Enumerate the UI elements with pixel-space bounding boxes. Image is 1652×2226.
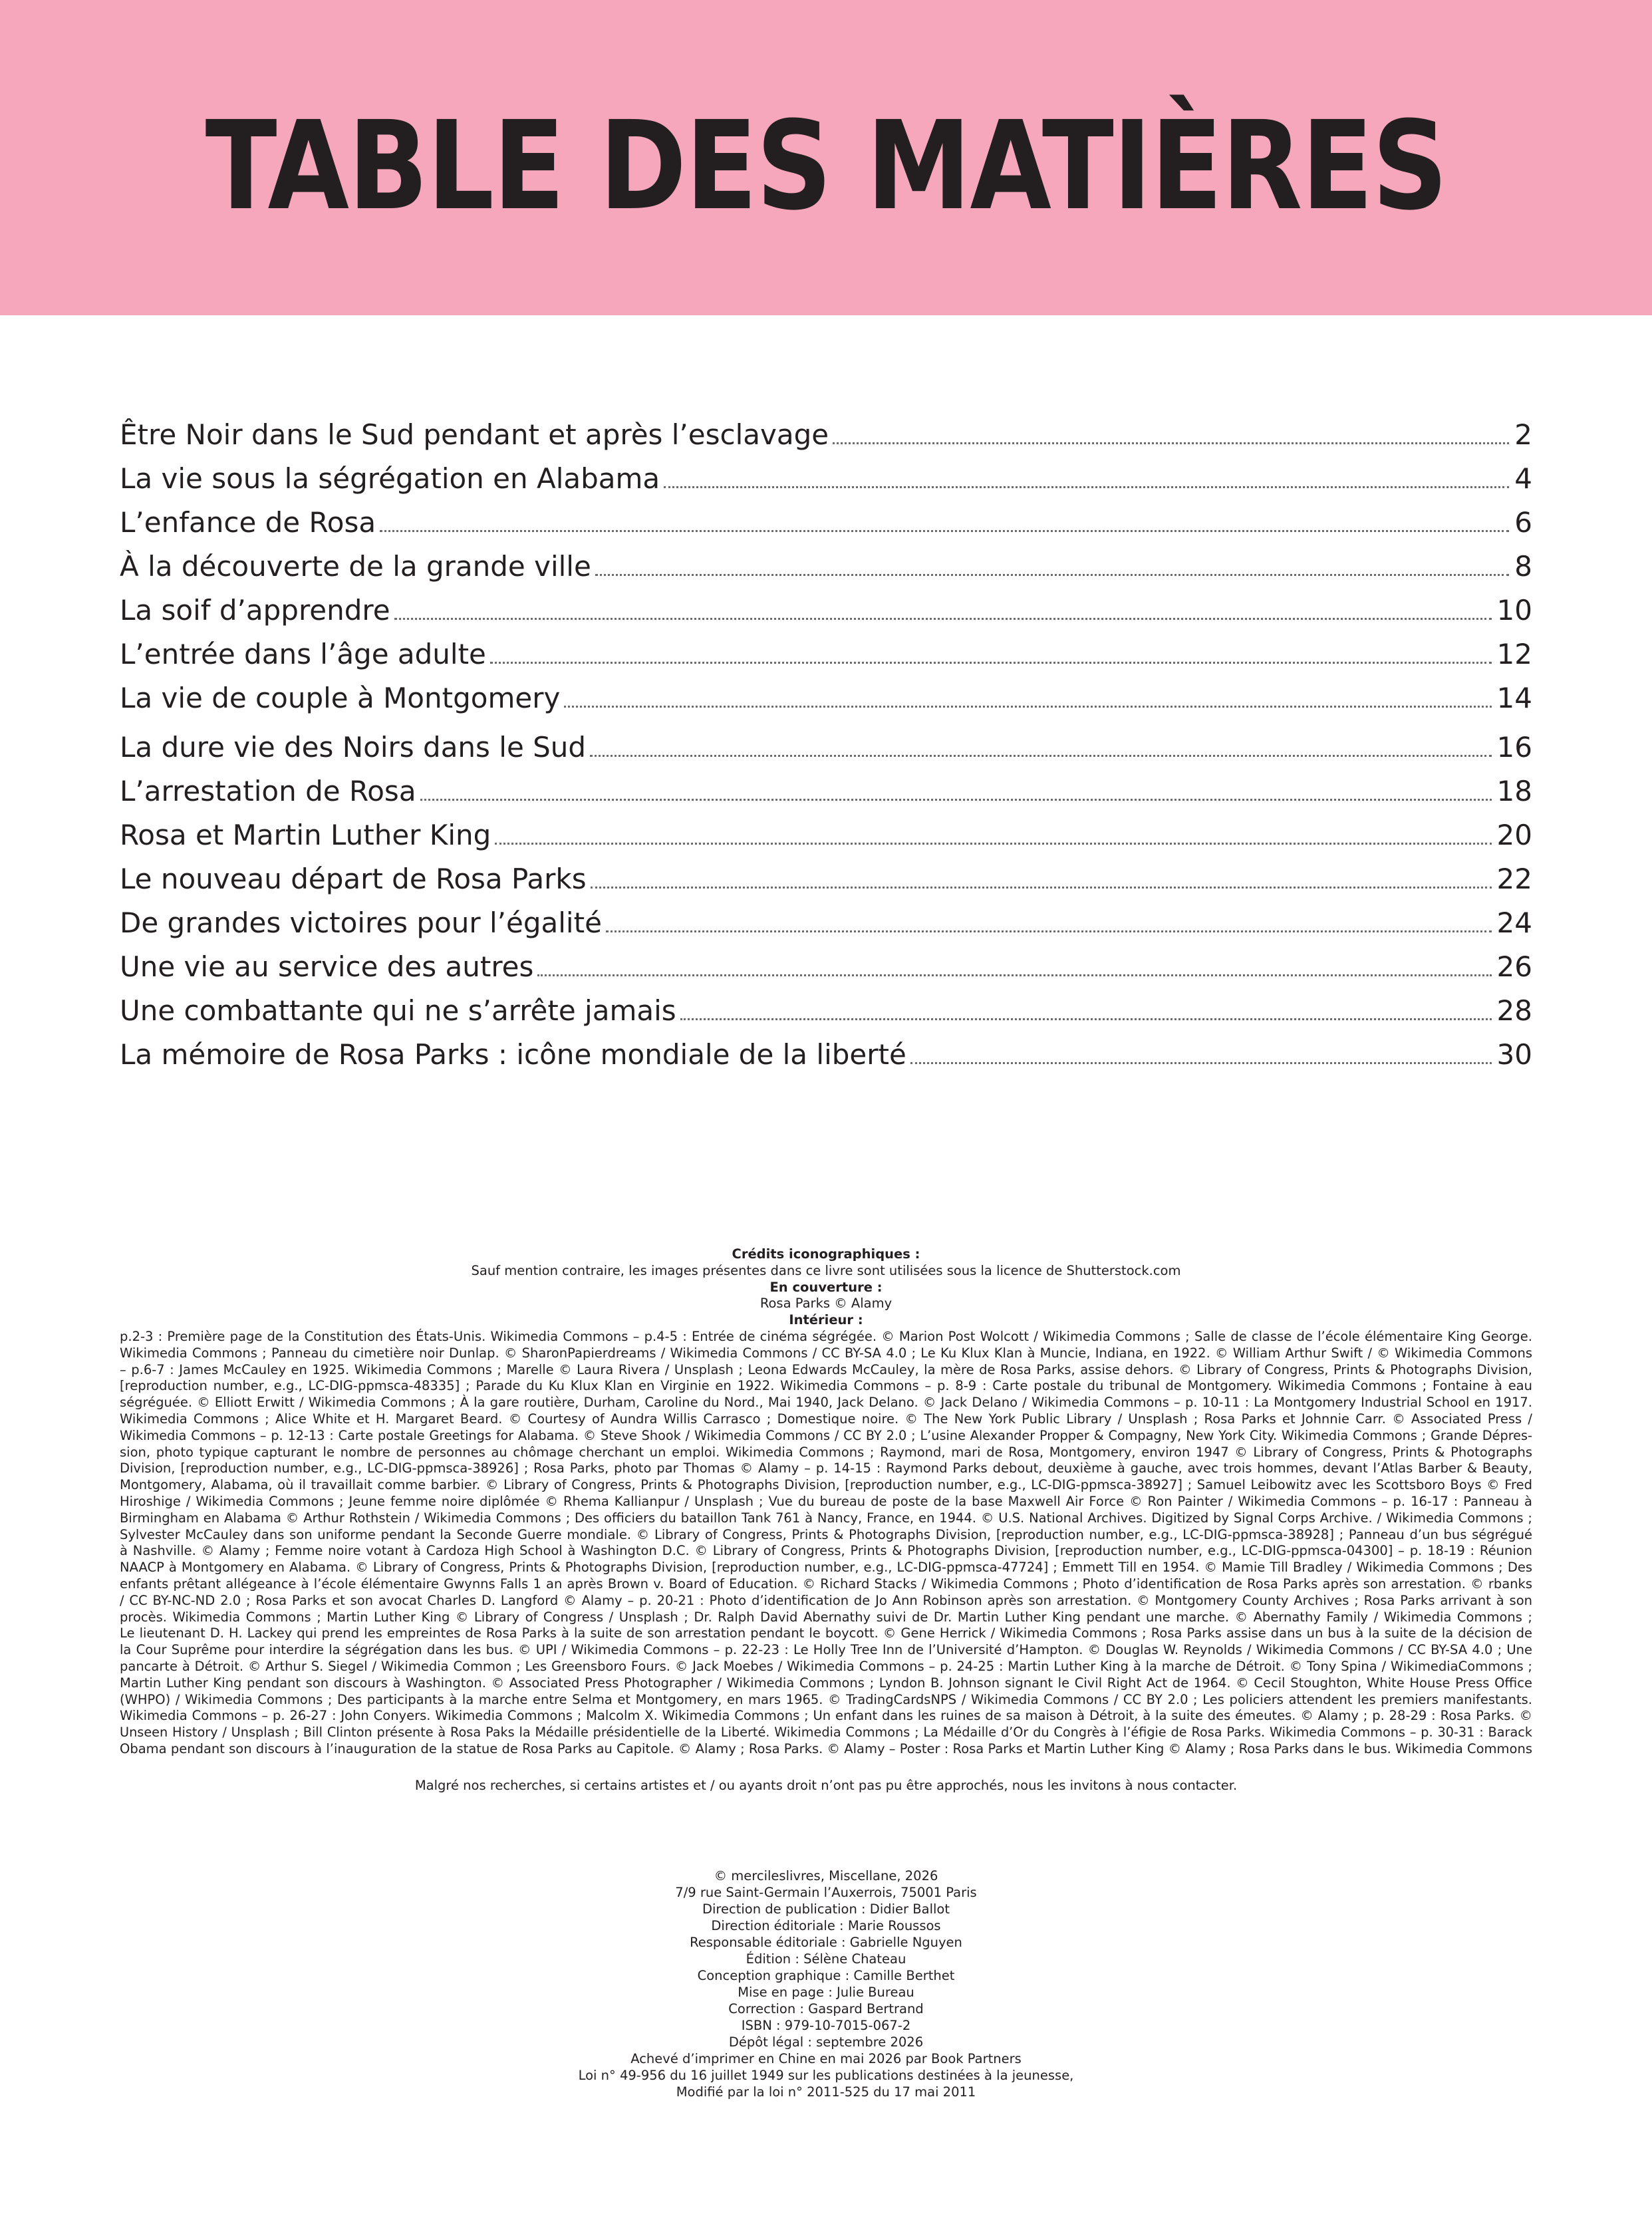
toc-entry-title: L’arrestation de Rosa [120, 775, 416, 807]
toc-entry-title: Une combattante qui ne s’arrête jamais [120, 994, 676, 1027]
toc-entry-title: La soif d’apprendre [120, 594, 390, 626]
credit-line: pancarte à Détroit. © Arthur S. Siegel / Wikimedia Common ; Les Greensboro Fours. © Jack Moebes / Wikimedia Commons – p. 24-25 : Martin Luther King à la marche de Détroit. © Tony Spina / WikimediaCommons ; [120, 1658, 1532, 1674]
toc-entry-title: La dure vie des Noirs dans le Sud [120, 731, 587, 764]
page-title: TABLE DES MATIÈRES [205, 95, 1447, 237]
rights-notice: Malgré nos recherches, si certains artistes et / ou ayants droit n’ont pas pu être approchés, nous les invitons à nous contacter. [414, 1778, 1238, 1793]
toc-entry[interactable] [120, 944, 1532, 984]
credit-line: Obama pendant son discours à l’inauguration de la statue de Rosa Parks au Capitole. © Alamy ; Rosa Parks. © Alamy – Poster : Rosa Parks et Martin Luther King © Alamy ; Rosa Parks dans le bus. Wikimedia Commons [120, 1740, 1532, 1756]
toc-entry[interactable] [120, 813, 1532, 853]
imprint-line: Conception graphique : Camille Berthet [697, 1968, 955, 1983]
toc-dot-leader [606, 930, 1492, 932]
credit-line: à Nashville. © Alamy ; Femme noire votant à Cardoza High School à Washington D.C. © Library of Congress, Prints & Photographs Division, [reproduction number, e.g., LC-DIG-ppmsca-04300] – p. 18-19 : Réunion [120, 1543, 1532, 1559]
toc-dot-leader [394, 618, 1492, 620]
credit-line: Unseen History / Unsplash ; Bill Clinton présente à Rosa Paks la Médaille présidentielle de la Liberté. Wikimedia Commons ; La Médaille d’Or du Congrès à l’éfigie de Rosa Parks. Wikimedia Commons – p. 30-31 : Barack [120, 1725, 1532, 1740]
toc-dot-leader [910, 1062, 1492, 1064]
toc-entry[interactable] [120, 988, 1532, 1028]
imprint-line: Direction de publication : Didier Ballot [702, 1901, 950, 1917]
toc-entry[interactable] [120, 857, 1532, 897]
credit-line: Sylvester McCauley dans son uniforme pendant la Seconde Guerre mondiale. © Library of Congress, Prints & Photographs Division, [reproduction number, e.g., LC-DIG-ppmsca-38928] ; Panneau d’un bus ségrégué [120, 1526, 1532, 1542]
toc-dot-leader [664, 486, 1509, 488]
toc-entry[interactable] [120, 500, 1532, 540]
credit-line: Division, [reproduction number, e.g., LC-DIG-ppmsca-38926] ; Rosa Parks, photo par Thomas © Alamy – p. 14-15 : Raymond Parks debout, deuxième à gauche, avec trois hommes, devant l’Atlas Barber & Beauty, [120, 1461, 1532, 1476]
toc-entry-title: La vie de couple à Montgomery [120, 682, 561, 714]
credit-line: Wikimedia Commons ; Panneau du cimetière noir Dunlap. © SharonPapierdreams / Wikimedia Commons / CC BY-SA 4.0 ; Le Ku Klux Klan à Muncie, Indiana, en 1922. © William Arthur Swift / © Wikimedia Commons [120, 1345, 1532, 1361]
toc-entry-page: 10 [1496, 594, 1532, 626]
interior-heading: Intérieur : [789, 1312, 863, 1328]
toc-dot-leader [490, 662, 1492, 664]
toc-entry[interactable] [120, 544, 1532, 584]
toc-entry-page: 16 [1496, 731, 1532, 764]
toc-entry[interactable] [120, 588, 1532, 628]
toc-dot-leader [590, 755, 1491, 757]
toc-entry[interactable] [120, 412, 1532, 452]
toc-entry-title: L’entrée dans l’âge adulte [120, 638, 486, 670]
credit-line: p.2-3 : Première page de la Constitution des États-Unis. Wikimedia Commons – p.4-5 : Entrée de cinéma ségrégée. © Marion Post Wolcott / Wikimedia Commons ; Salle de classe de l’école élémentaire King George. [120, 1328, 1532, 1344]
credit-line: Montgomery, Alabama, où il travaillait comme barbier. © Library of Congress, Prints & Photographs Division, [reproduction number, e.g., LC-DIG-ppmsca-38927] ; Samuel Leibowitz avec les Scottsboro Boys © Fred [120, 1477, 1532, 1493]
imprint-line: © mercileslivres, Miscellane, 2026 [714, 1868, 938, 1883]
credit-line: ségréguée. © Elliott Erwitt / Wikimedia Commons ; À la gare routière, Durham, Caroline du Nord., Mai 1940, Jack Delano. © Jack Delano / Wikimedia Commons – p. 10-11 : La Montgomery Industrial School en 1917. [120, 1395, 1532, 1411]
credit-line: Martin Luther King pendant son discours à Washington. © Associated Press Photographer / Wikimedia Commons ; Lyndon B. Johnson signant le Civil Right Act de 1964. © Cecil Stoughton, White House Press Office [120, 1675, 1532, 1691]
imprint-line: Mise en page : Julie Bureau [738, 1985, 914, 2000]
toc-entry-page: 12 [1496, 638, 1532, 670]
toc-dot-leader [380, 530, 1509, 532]
imprint-line: Achevé d’imprimer en Chine en mai 2026 par Book Partners [630, 2051, 1022, 2066]
toc-dot-leader [591, 887, 1492, 889]
toc-dot-leader [495, 843, 1491, 845]
toc-entry-page: 18 [1496, 775, 1532, 807]
toc-dot-leader [537, 974, 1491, 976]
toc-entry-page: 26 [1496, 950, 1532, 983]
credit-line: [reproduction number, e.g., LC-DIG-ppmsca-48335] ; Parade du Ku Klux Klan en Virginie en 1922. Wikimedia Commons – p. 8-9 : Carte postale du tribunal de Montgomery. Wikimedia Commons ; Fontaine à eau [120, 1378, 1532, 1394]
credit-line: enfants prêtant allégeance à l’école élémentaire Gwynns Falls 1 an après Brown v. Board of Education. © Richard Stacks / Wikimedia Commons ; Photo d’identification de Rosa Parks après son arrestation. © rbanks [120, 1576, 1532, 1592]
toc-dot-leader [564, 706, 1491, 708]
toc-entry-title: Rosa et Martin Luther King [120, 819, 491, 851]
credit-line: Hiroshige / Wikimedia Commons ; Jeune femme noire diplômée © Rhema Kallianpur / Unsplash ; Vue du bureau de poste de la base Maxwell Air Force © Ron Painter / Wikimedia Commons – p. 16-17 : Panneau à [120, 1493, 1532, 1509]
toc-entry-page: 28 [1496, 994, 1532, 1027]
credit-line: Le lieutenant D. H. Lackey qui prend les empreintes de Rosa Parks à la suite de son arrestation pendant le boycott. © Gene Herrick / Wikimedia Commons ; Rosa Parks assise dans un bus à la suite de la décision de [120, 1625, 1532, 1641]
credit-line: / CC BY-NC-ND 2.0 ; Rosa Parks et son avocat Charles D. Langford © Alamy – p. 20-21 : Photo d’identification de Jo Ann Robinson après son arrestation. © Montgomery County Archives ; Rosa Parks arrivant à son [120, 1592, 1532, 1608]
toc-entry[interactable] [120, 456, 1532, 496]
imprint [120, 1868, 1532, 2100]
credit-line: Wikimedia Commons ; Alice White et H. Margaret Beard. © Courtesy of Aundra Willis Carrasco ; Domestique noire. © The New York Public Library / Unsplash ; Rosa Parks et Johnnie Carr. © Associated Press / [120, 1411, 1532, 1427]
imprint-line: Responsable éditoriale : Gabrielle Nguyen [690, 1935, 962, 1950]
credit-line: la Cour Suprême pour interdire la ségrégation dans les bus. © UPI / Wikimedia Commons – p. 22-23 : Le Holly Tree Inn de l’Université d’Hampton. © Douglas W. Reynolds / Wikimedia Commons / CC BY-SA 4.0 ; Une [120, 1642, 1532, 1658]
toc-entry-page: 14 [1496, 682, 1532, 714]
imprint-line: Direction éditoriale : Marie Roussos [711, 1918, 941, 1933]
toc-entry-page: 30 [1496, 1038, 1532, 1071]
toc-entry[interactable] [120, 676, 1532, 716]
toc-entry[interactable] [120, 769, 1532, 809]
credits-heading: Crédits iconographiques : [732, 1246, 920, 1262]
toc-entry[interactable] [120, 901, 1532, 940]
imprint-line: Correction : Gaspard Bertrand [728, 2001, 924, 2017]
credit-line: – p.6-7 : James McCauley en 1925. Wikimedia Commons ; Marelle © Laura Rivera / Unsplash ; Leona Edwards McCauley, la mère de Rosa Parks, assise dehors. © Library of Congress, Prints & Photographs Division, [120, 1361, 1532, 1377]
toc-entry-page: 4 [1514, 462, 1532, 495]
imprint-line: ISBN : 979-10-7015-067-2 [741, 2018, 911, 2033]
imprint-line: Modifié par la loi n° 2011-525 du 17 mai 2011 [676, 2084, 976, 2100]
credit-line: Wikimedia Commons – p. 12-13 : Carte postale Greetings for Alabama. © Steve Shook / Wikimedia Commons / CC BY 2.0 ; L’usine Alexander Propper & Compagny, New York City. Wikimedia Commons ; Grande Dépres- [120, 1427, 1532, 1443]
toc-dot-leader [680, 1018, 1492, 1020]
cover-credit: Rosa Parks © Alamy [759, 1296, 893, 1312]
imprint-line: Loi n° 49-956 du 16 juillet 1949 sur les publications destinées à la jeunesse, [578, 2068, 1074, 2083]
toc-entry-title: La vie sous la ségrégation en Alabama [120, 462, 660, 495]
interior-credits [120, 1329, 1532, 1758]
toc-entry-title: L’enfance de Rosa [120, 506, 376, 539]
credits-intro: Sauf mention contraire, les images présentes dans ce livre sont utilisées sous la licence de Shutterstock.com [471, 1262, 1181, 1278]
toc-entry[interactable] [120, 725, 1532, 765]
toc-entry-page: 2 [1514, 418, 1532, 451]
toc-entry[interactable] [120, 1032, 1532, 1072]
toc-entry-title: Être Noir dans le Sud pendant et après l’esclavage [120, 418, 829, 451]
toc-entry-page: 24 [1496, 906, 1532, 939]
toc-entry-title: De grandes victoires pour l’égalité [120, 906, 602, 939]
toc-entry-page: 22 [1496, 863, 1532, 895]
imprint-line: Édition : Sélène Chateau [746, 1951, 906, 1967]
toc-dot-leader [420, 799, 1492, 801]
toc-entry[interactable] [120, 632, 1532, 672]
toc-dot-leader [595, 574, 1509, 576]
toc-entry-page: 20 [1496, 819, 1532, 851]
toc-entry-title: Une vie au service des autres [120, 950, 534, 983]
toc-entry-page: 8 [1514, 550, 1532, 583]
toc-entry-page: 6 [1514, 506, 1532, 539]
imprint-line: 7/9 rue Saint-Germain l’Auxerrois, 75001 Paris [675, 1885, 977, 1900]
imprint-line: Dépôt légal : septembre 2026 [728, 2034, 924, 2050]
toc-dot-leader [833, 442, 1509, 444]
toc-entry-title: À la découverte de la grande ville [120, 550, 591, 583]
image-credits [120, 1246, 1532, 1758]
credit-line: (WHPO) / Wikimedia Commons ; Des participants à la marche entre Selma et Montgomery, en mars 1965. © TradingCardsNPS / Wikimedia Commons / CC BY 2.0 ; Les policiers attendent les premiers manifestants. [120, 1691, 1532, 1707]
toc-entry-title: La mémoire de Rosa Parks : icône mondiale de la liberté [120, 1038, 906, 1071]
cover-heading: En couverture : [769, 1279, 883, 1295]
credit-line: NAACP à Montgomery en Alabama. © Library of Congress, Prints & Photographs Division, [reproduction number, e.g., LC-DIG-ppmsca-47724] ; Emmett Till en 1954. © Mamie Till Bradley / Wikimedia Commons ; Des [120, 1560, 1532, 1576]
credit-line: Birmingham en Alabama © Arthur Rothstein / Wikimedia Commons ; Des officiers du bataillon Tank 761 à Nancy, France, en 1944. © U.S. National Archives. Digitized by Signal Corps Archive. / Wikimedia Commons ; [120, 1510, 1532, 1526]
toc-entry-title: Le nouveau départ de Rosa Parks [120, 863, 587, 895]
credit-line: procès. Wikimedia Commons ; Martin Luther King © Library of Congress / Unsplash ; Dr. Ralph David Abernathy suivi de Dr. Martin Luther King pendant une marche. © Abernathy Family / Wikimedia Commons ; [120, 1609, 1532, 1625]
header-banner [0, 0, 1652, 315]
credit-line: Wikimedia Commons – p. 26-27 : John Conyers. Wikimedia Commons ; Malcolm X. Wikimedia Commons ; Un enfant dans les ruines de sa maison à Détroit, à la suite des émeutes. © Alamy ; p. 28-29 : Rosa Parks. © [120, 1708, 1532, 1724]
credit-line: sion, photo typique capturant le nombre de personnes au chômage cherchant un emploi. Wikimedia Commons ; Raymond, mari de Rosa, Montgomery, environ 1947 © Library of Congress, Prints & Photographs [120, 1444, 1532, 1460]
